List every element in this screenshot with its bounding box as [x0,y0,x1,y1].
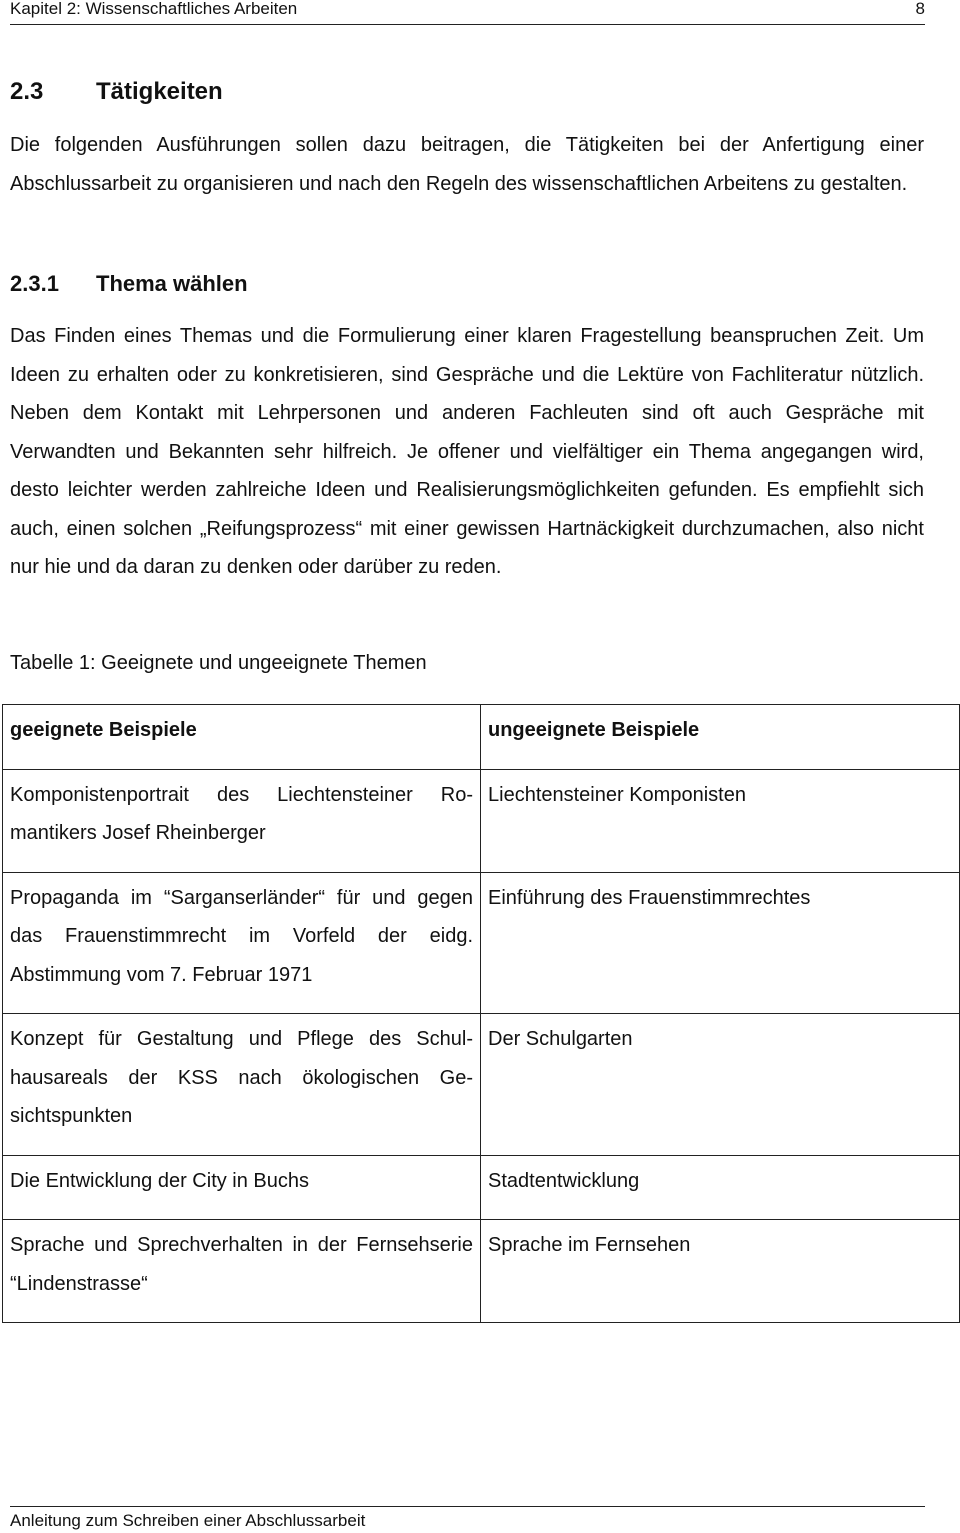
subsection-number: 2.3.1 [10,271,59,296]
unsuitable-example-cell: Sprache im Fernsehen [481,1220,960,1323]
table-row [3,872,960,1014]
section-number: 2.3 [10,78,44,105]
suitable-example-cell: Propaganda im “Sarganserländer“ für und gegen das Frauenstimmrecht im Vorfeld der eidg. Abstimmung vom 7. Februar 1971 [3,872,481,1014]
suitable-example-cell: Sprache und Sprechverhalten in der Fernsehserie “Lindenstrasse“ [3,1220,481,1323]
section-title: Tätigkeiten [96,78,223,105]
suitable-example-cell: Komponistenportrait des Liechtensteiner Romantikers Josef Rheinberger [3,769,481,872]
unsuitable-example-cell: Stadtentwicklung [481,1155,960,1220]
table-caption: Tabelle 1: Geeignete und ungeeignete Themen [10,652,427,674]
subsection-title: Thema wählen [96,271,248,296]
table-row [3,1014,960,1156]
table-header-row [3,705,960,770]
footer-title: Anleitung zum Schreiben einer Abschlussarbeit [10,1511,366,1530]
section-heading [10,78,223,106]
table-row [3,769,960,872]
header-unsuitable-examples: ungeeignete Beispiele [481,705,960,770]
table-row [3,1155,960,1220]
subsection-body-paragraph: Das Finden eines Themas und die Formulierung einer klaren Fragestellung beanspruchen Zeit. Um Ideen zu erhalten oder zu konkretisieren, sind Gespräche und die Lektüre von Fachliteratur nützlich. Neben dem Kontakt mit Lehrpersonen und anderen Fachleuten sind oft auch Gespräche mit Verwandten und Bekannten sehr hilfreich. Je offener und vielfältiger ein Thema angegangen wird, desto leichter werden zahlreiche Ideen und Realisierungsmöglichkeiten gefunden. Es empfiehlt sich auch, einen solchen „Reifungsprozess“ mit einer gewissen Hartnäckigkeit durchzumachen, also nicht nur hie und da daran zu denken oder darüber zu reden. [10,325,924,578]
section-intro-paragraph: Die folgenden Ausführungen sollen dazu beitragen, die Tätigkeiten bei der Anfertigung einer Abschlussarbeit zu organisieren und nach den Regeln des wissenschaftlichen Arbeitens zu gestalten. [10,134,924,195]
suitable-example-cell: Konzept für Gestaltung und Pflege des Schulhausareals der KSS nach ökologischen Gesichtspunkten [3,1014,481,1156]
suitable-example-cell: Die Entwicklung der City in Buchs [3,1155,481,1220]
unsuitable-example-cell: Der Schulgarten [481,1014,960,1156]
page-number: 8 [915,0,925,18]
table-row [3,1220,960,1323]
unsuitable-example-cell: Liechtensteiner Komponisten [481,769,960,872]
chapter-title: Kapitel 2: Wissenschaftliches Arbeiten [10,0,298,18]
page-header [10,0,925,25]
unsuitable-example-cell: Einführung des Frauenstimmrechtes [481,872,960,1014]
page-footer [10,1506,925,1531]
header-suitable-examples: geeignete Beispiele [3,705,481,770]
themes-table [2,704,960,1323]
subsection-heading [10,271,248,297]
